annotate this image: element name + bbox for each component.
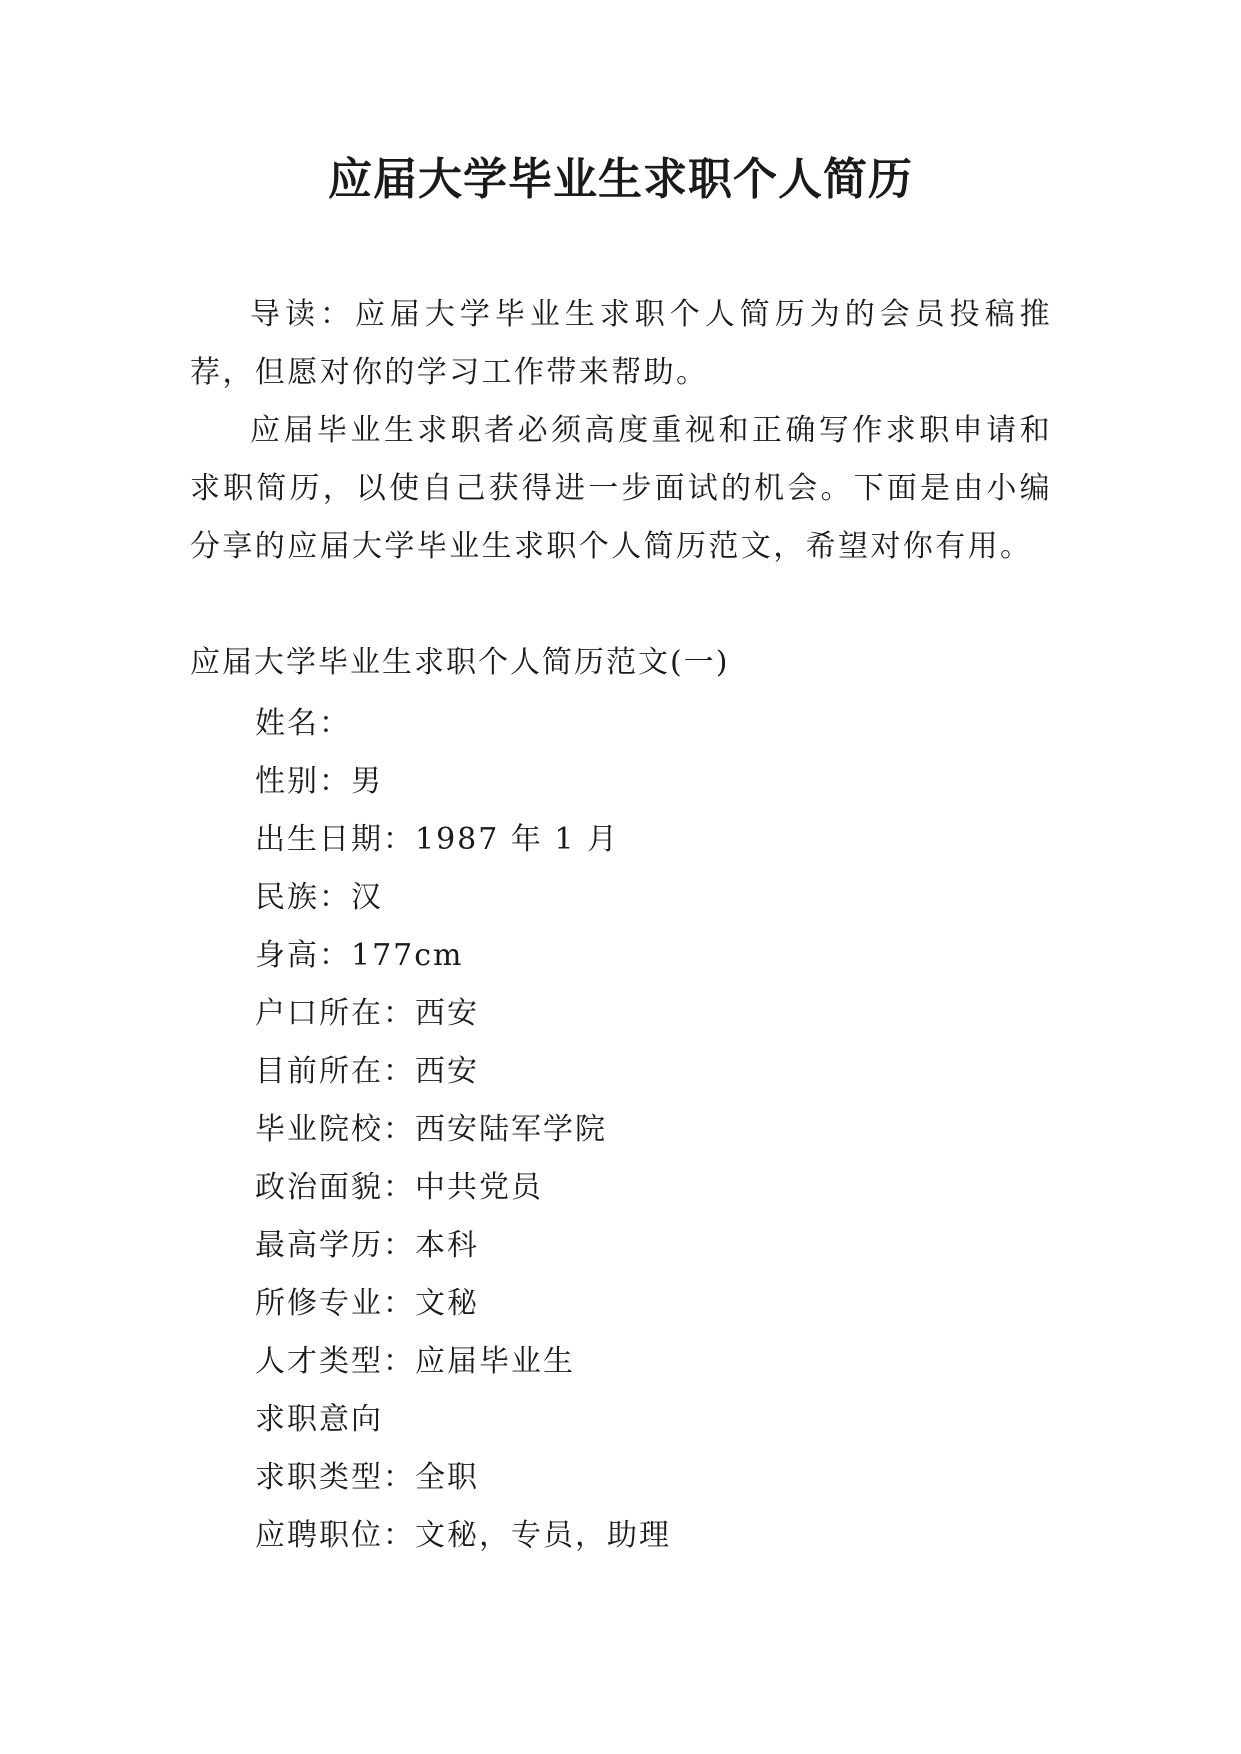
field-education: 最高学历：本科 [255,1228,479,1263]
field-gender: 性别：男 [255,764,383,799]
field-ethnicity: 民族：汉 [255,880,383,915]
field-current-location: 目前所在：西安 [255,1054,479,1089]
field-name: 姓名： [255,706,351,741]
field-birth-date: 出生日期：1987 年 1 月 [255,822,620,857]
intro-paragraph: 导读：应届大学毕业生求职个人简历为的会员投稿推荐，但愿对你的学习工作带来帮助。 [190,297,1052,390]
field-talent-type: 人才类型：应届毕业生 [255,1344,575,1379]
description-block [190,402,1052,576]
field-position: 应聘职位：文秘，专员，助理 [255,1518,671,1553]
document-title: 应届大学毕业生求职个人简历 [328,154,913,205]
field-political-status: 政治面貌：中共党员 [255,1170,543,1205]
field-job-type: 求职类型：全职 [255,1460,479,1495]
description-paragraph: 应届毕业生求职者必须高度重视和正确写作求职申请和求职简历，以使自己获得进一步面试的机会。下面是由小编分享的应届大学毕业生求职个人简历范文，希望对你有用。 [190,413,1052,564]
section-heading: 应届大学毕业生求职个人简历范文(一) [190,645,730,680]
field-hukou: 户口所在：西安 [255,996,479,1031]
field-major: 所修专业：文秘 [255,1286,479,1321]
resume-field-list [255,695,671,1565]
field-job-intention: 求职意向 [255,1402,383,1437]
field-height: 身高：177cm [255,938,464,973]
intro-block [190,286,1052,402]
field-school: 毕业院校：西安陆军学院 [255,1112,607,1147]
